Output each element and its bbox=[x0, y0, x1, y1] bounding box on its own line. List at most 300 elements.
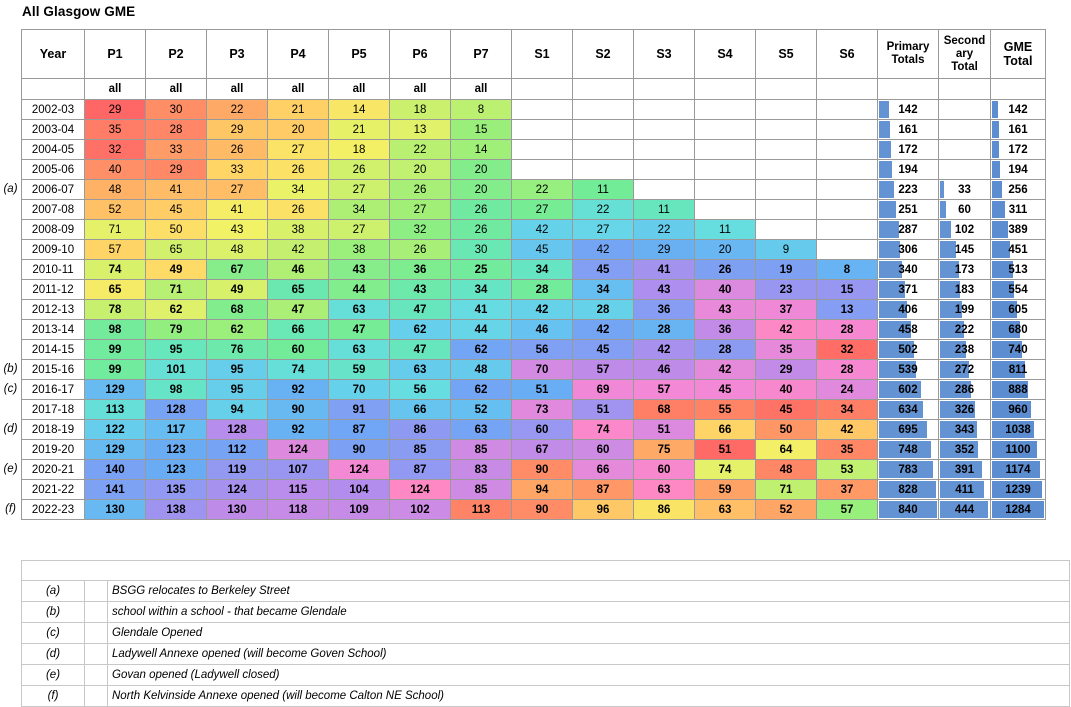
cell-value: 48 bbox=[85, 180, 146, 200]
primary-total-cell: 142 bbox=[878, 100, 939, 120]
cell-empty bbox=[695, 180, 756, 200]
cell-empty bbox=[817, 120, 878, 140]
row-year: 2016-17 bbox=[22, 380, 85, 400]
cell-empty bbox=[573, 140, 634, 160]
table-row bbox=[22, 360, 1046, 380]
cell-value: 68 bbox=[634, 400, 695, 420]
cell-value: 30 bbox=[146, 100, 207, 120]
cell-value: 48 bbox=[756, 460, 817, 480]
cell-value: 50 bbox=[146, 220, 207, 240]
cell-value: 102 bbox=[390, 500, 451, 520]
table-row bbox=[22, 480, 1046, 500]
table-row bbox=[22, 380, 1046, 400]
cell-value: 55 bbox=[695, 400, 756, 420]
cell-value: 74 bbox=[695, 460, 756, 480]
gme-total-bar bbox=[992, 221, 1008, 238]
secondary-total-cell: 33 bbox=[939, 180, 991, 200]
secondary-total-cell: 145 bbox=[939, 240, 991, 260]
cell-empty bbox=[695, 140, 756, 160]
primary-total-cell: 406 bbox=[878, 300, 939, 320]
cell-value: 14 bbox=[451, 140, 512, 160]
cell-value: 27 bbox=[573, 220, 634, 240]
cell-value: 128 bbox=[146, 400, 207, 420]
cell-value: 67 bbox=[512, 440, 573, 460]
page-title: All Glasgow GME bbox=[22, 4, 136, 19]
row-note-letter: (d) bbox=[3, 423, 18, 435]
gme-total-cell: 389 bbox=[991, 220, 1046, 240]
secondary-total-cell: 60 bbox=[939, 200, 991, 220]
cell-empty bbox=[817, 200, 878, 220]
row-year: 2002-03 bbox=[22, 100, 85, 120]
subheader-blank bbox=[512, 79, 573, 100]
primary-total-bar bbox=[879, 201, 896, 218]
cell-value: 21 bbox=[268, 100, 329, 120]
row-year: 2017-18 bbox=[22, 400, 85, 420]
cell-empty bbox=[756, 160, 817, 180]
cell-value: 32 bbox=[85, 140, 146, 160]
cell-value: 46 bbox=[634, 360, 695, 380]
cell-value: 19 bbox=[756, 260, 817, 280]
gme-total-bar bbox=[992, 201, 1005, 218]
cell-value: 38 bbox=[268, 220, 329, 240]
cell-value: 26 bbox=[329, 160, 390, 180]
secondary-total-empty bbox=[939, 120, 991, 140]
cell-value: 57 bbox=[573, 360, 634, 380]
cell-value: 95 bbox=[207, 360, 268, 380]
cell-value: 74 bbox=[85, 260, 146, 280]
cell-value: 9 bbox=[756, 240, 817, 260]
footnote-label: (a) bbox=[22, 581, 85, 602]
cell-value: 95 bbox=[146, 340, 207, 360]
footnote-label: (c) bbox=[22, 623, 85, 644]
cell-empty bbox=[573, 120, 634, 140]
cell-value: 59 bbox=[695, 480, 756, 500]
cell-empty bbox=[512, 120, 573, 140]
secondary-total-bar bbox=[940, 201, 946, 218]
footnote-row bbox=[22, 581, 1070, 602]
cell-value: 86 bbox=[634, 500, 695, 520]
row-year: 2009-10 bbox=[22, 240, 85, 260]
row-note-letter: (a) bbox=[3, 183, 18, 195]
cell-empty bbox=[817, 220, 878, 240]
subheader-blank bbox=[22, 79, 85, 100]
secondary-total-cell: 286 bbox=[939, 380, 991, 400]
cell-value: 27 bbox=[512, 200, 573, 220]
cell-value: 45 bbox=[573, 340, 634, 360]
cell-value: 43 bbox=[390, 280, 451, 300]
cell-value: 44 bbox=[451, 320, 512, 340]
column-header-s4: S4 bbox=[695, 30, 756, 79]
table-row bbox=[22, 180, 1046, 200]
cell-value: 140 bbox=[85, 460, 146, 480]
subheader-blank bbox=[634, 79, 695, 100]
cell-value: 117 bbox=[146, 420, 207, 440]
cell-value: 118 bbox=[268, 500, 329, 520]
cell-value: 135 bbox=[146, 480, 207, 500]
primary-total-bar bbox=[879, 141, 891, 158]
column-header-p2: P2 bbox=[146, 30, 207, 79]
column-header-p3: P3 bbox=[207, 30, 268, 79]
cell-value: 32 bbox=[817, 340, 878, 360]
subheader-blank bbox=[939, 79, 991, 100]
cell-value: 29 bbox=[207, 120, 268, 140]
cell-value: 65 bbox=[85, 280, 146, 300]
subheader-blank bbox=[817, 79, 878, 100]
cell-value: 94 bbox=[207, 400, 268, 420]
footnotes-table bbox=[21, 560, 1070, 707]
subheader-all-p1: all bbox=[85, 79, 146, 100]
cell-value: 63 bbox=[451, 420, 512, 440]
cell-value: 15 bbox=[451, 120, 512, 140]
cell-empty bbox=[634, 180, 695, 200]
row-note-letter: (e) bbox=[3, 463, 18, 475]
cell-value: 22 bbox=[634, 220, 695, 240]
footnote-label: (d) bbox=[22, 644, 85, 665]
cell-value: 47 bbox=[268, 300, 329, 320]
gme-total-cell: 605 bbox=[991, 300, 1046, 320]
primary-total-cell: 161 bbox=[878, 120, 939, 140]
cell-value: 75 bbox=[634, 440, 695, 460]
primary-total-cell: 306 bbox=[878, 240, 939, 260]
cell-value: 22 bbox=[573, 200, 634, 220]
cell-value: 62 bbox=[451, 380, 512, 400]
footnote-text: Govan opened (Ladywell closed) bbox=[108, 665, 1070, 686]
column-header-s2: S2 bbox=[573, 30, 634, 79]
footnote-label: (b) bbox=[22, 602, 85, 623]
cell-value: 43 bbox=[634, 280, 695, 300]
footnote-text: school within a school - that became Glendale bbox=[108, 602, 1070, 623]
cell-value: 42 bbox=[817, 420, 878, 440]
secondary-total-bar bbox=[940, 181, 944, 198]
column-header-gme-total: GME Total bbox=[991, 30, 1046, 79]
gme-total-cell: 811 bbox=[991, 360, 1046, 380]
cell-empty bbox=[756, 140, 817, 160]
gme-total-cell: 1284 bbox=[991, 500, 1046, 520]
secondary-total-cell: 326 bbox=[939, 400, 991, 420]
row-year: 2003-04 bbox=[22, 120, 85, 140]
cell-value: 24 bbox=[817, 380, 878, 400]
cell-value: 56 bbox=[390, 380, 451, 400]
cell-empty bbox=[512, 160, 573, 180]
primary-total-cell: 251 bbox=[878, 200, 939, 220]
cell-value: 38 bbox=[329, 240, 390, 260]
table-row bbox=[22, 260, 1046, 280]
cell-value: 90 bbox=[512, 500, 573, 520]
cell-empty bbox=[573, 160, 634, 180]
cell-value: 53 bbox=[817, 460, 878, 480]
cell-value: 76 bbox=[207, 340, 268, 360]
secondary-total-cell: 173 bbox=[939, 260, 991, 280]
cell-value: 99 bbox=[85, 340, 146, 360]
secondary-total-cell: 352 bbox=[939, 440, 991, 460]
row-year: 2004-05 bbox=[22, 140, 85, 160]
row-year: 2018-19 bbox=[22, 420, 85, 440]
cell-value: 26 bbox=[207, 140, 268, 160]
cell-value: 26 bbox=[268, 160, 329, 180]
footnote-label: (e) bbox=[22, 665, 85, 686]
cell-value: 47 bbox=[390, 340, 451, 360]
cell-value: 47 bbox=[329, 320, 390, 340]
primary-total-cell: 223 bbox=[878, 180, 939, 200]
cell-value: 26 bbox=[390, 240, 451, 260]
row-note-letter: (b) bbox=[3, 363, 18, 375]
table-row bbox=[22, 140, 1046, 160]
footnote-label: (f) bbox=[22, 686, 85, 707]
cell-value: 71 bbox=[756, 480, 817, 500]
primary-total-cell: 371 bbox=[878, 280, 939, 300]
gme-total-cell: 888 bbox=[991, 380, 1046, 400]
cell-value: 26 bbox=[390, 180, 451, 200]
cell-value: 45 bbox=[512, 240, 573, 260]
cell-value: 59 bbox=[329, 360, 390, 380]
column-header-s1: S1 bbox=[512, 30, 573, 79]
column-header-p4: P4 bbox=[268, 30, 329, 79]
cell-value: 138 bbox=[146, 500, 207, 520]
cell-value: 28 bbox=[146, 120, 207, 140]
cell-value: 20 bbox=[451, 180, 512, 200]
cell-value: 29 bbox=[756, 360, 817, 380]
gme-total-cell: 451 bbox=[991, 240, 1046, 260]
primary-total-cell: 634 bbox=[878, 400, 939, 420]
cell-empty bbox=[634, 120, 695, 140]
cell-value: 66 bbox=[573, 460, 634, 480]
cell-value: 36 bbox=[695, 320, 756, 340]
gme-total-cell: 1174 bbox=[991, 460, 1046, 480]
table-body bbox=[22, 100, 1046, 520]
cell-value: 86 bbox=[390, 420, 451, 440]
gme-total-cell: 513 bbox=[991, 260, 1046, 280]
cell-value: 27 bbox=[329, 220, 390, 240]
primary-total-bar bbox=[879, 241, 900, 258]
cell-value: 51 bbox=[573, 400, 634, 420]
cell-value: 52 bbox=[451, 400, 512, 420]
enrolment-table bbox=[21, 29, 1046, 520]
gme-total-cell: 311 bbox=[991, 200, 1046, 220]
cell-value: 60 bbox=[268, 340, 329, 360]
cell-value: 123 bbox=[146, 460, 207, 480]
gme-total-bar bbox=[992, 181, 1002, 198]
cell-value: 22 bbox=[512, 180, 573, 200]
cell-value: 51 bbox=[634, 420, 695, 440]
cell-value: 45 bbox=[756, 400, 817, 420]
footnote-text: Glendale Opened bbox=[108, 623, 1070, 644]
primary-total-cell: 602 bbox=[878, 380, 939, 400]
cell-empty bbox=[756, 200, 817, 220]
cell-value: 29 bbox=[85, 100, 146, 120]
cell-value: 28 bbox=[695, 340, 756, 360]
row-year: 2019-20 bbox=[22, 440, 85, 460]
cell-value: 60 bbox=[634, 460, 695, 480]
secondary-total-cell: 222 bbox=[939, 320, 991, 340]
cell-value: 11 bbox=[634, 200, 695, 220]
cell-value: 20 bbox=[390, 160, 451, 180]
cell-empty bbox=[512, 140, 573, 160]
table-row bbox=[22, 340, 1046, 360]
gme-total-cell: 960 bbox=[991, 400, 1046, 420]
cell-value: 90 bbox=[329, 440, 390, 460]
cell-value: 27 bbox=[329, 180, 390, 200]
cell-value: 129 bbox=[85, 380, 146, 400]
cell-value: 66 bbox=[268, 320, 329, 340]
gme-total-bar bbox=[992, 121, 999, 138]
table-row bbox=[22, 400, 1046, 420]
footnote-gap bbox=[85, 686, 108, 707]
cell-value: 96 bbox=[573, 500, 634, 520]
column-header-p1: P1 bbox=[85, 30, 146, 79]
column-header-p5: P5 bbox=[329, 30, 390, 79]
cell-value: 20 bbox=[451, 160, 512, 180]
subheader-all-p4: all bbox=[268, 79, 329, 100]
table-row bbox=[22, 280, 1046, 300]
subheader-blank bbox=[695, 79, 756, 100]
column-header-primary-totals: Primary Totals bbox=[878, 30, 939, 79]
cell-value: 35 bbox=[817, 440, 878, 460]
cell-value: 18 bbox=[390, 100, 451, 120]
cell-value: 42 bbox=[573, 240, 634, 260]
secondary-total-cell: 444 bbox=[939, 500, 991, 520]
cell-value: 63 bbox=[329, 340, 390, 360]
subheader-blank bbox=[756, 79, 817, 100]
row-year: 2006-07 bbox=[22, 180, 85, 200]
cell-value: 123 bbox=[146, 440, 207, 460]
gme-total-bar bbox=[992, 161, 1000, 178]
cell-value: 43 bbox=[207, 220, 268, 240]
cell-empty bbox=[756, 220, 817, 240]
cell-value: 44 bbox=[329, 280, 390, 300]
cell-empty bbox=[756, 120, 817, 140]
cell-value: 27 bbox=[268, 140, 329, 160]
cell-value: 35 bbox=[756, 340, 817, 360]
cell-value: 62 bbox=[451, 340, 512, 360]
cell-value: 92 bbox=[268, 420, 329, 440]
cell-value: 99 bbox=[85, 360, 146, 380]
cell-value: 28 bbox=[512, 280, 573, 300]
cell-value: 22 bbox=[390, 140, 451, 160]
cell-value: 66 bbox=[390, 400, 451, 420]
row-year: 2013-14 bbox=[22, 320, 85, 340]
cell-value: 30 bbox=[451, 240, 512, 260]
subheader-all-p2: all bbox=[146, 79, 207, 100]
column-header-p6: P6 bbox=[390, 30, 451, 79]
cell-value: 56 bbox=[512, 340, 573, 360]
table-row bbox=[22, 120, 1046, 140]
cell-value: 26 bbox=[268, 200, 329, 220]
cell-value: 124 bbox=[390, 480, 451, 500]
cell-value: 25 bbox=[451, 260, 512, 280]
primary-total-bar bbox=[879, 121, 890, 138]
cell-empty bbox=[695, 120, 756, 140]
cell-value: 52 bbox=[756, 500, 817, 520]
cell-value: 95 bbox=[207, 380, 268, 400]
subheader-blank bbox=[573, 79, 634, 100]
cell-value: 40 bbox=[695, 280, 756, 300]
cell-value: 26 bbox=[451, 200, 512, 220]
cell-value: 27 bbox=[390, 200, 451, 220]
gme-total-cell: 1038 bbox=[991, 420, 1046, 440]
footnote-gap bbox=[85, 602, 108, 623]
primary-total-cell: 539 bbox=[878, 360, 939, 380]
cell-value: 50 bbox=[756, 420, 817, 440]
cell-value: 15 bbox=[817, 280, 878, 300]
cell-value: 8 bbox=[451, 100, 512, 120]
cell-empty bbox=[817, 160, 878, 180]
table-row bbox=[22, 160, 1046, 180]
cell-value: 42 bbox=[695, 360, 756, 380]
cell-value: 46 bbox=[512, 320, 573, 340]
gme-total-cell: 172 bbox=[991, 140, 1046, 160]
cell-value: 47 bbox=[390, 300, 451, 320]
cell-value: 29 bbox=[146, 160, 207, 180]
subheader-all-p6: all bbox=[390, 79, 451, 100]
gme-total-cell: 256 bbox=[991, 180, 1046, 200]
cell-value: 42 bbox=[573, 320, 634, 340]
footnote-text: Ladywell Annexe opened (will become Goven School) bbox=[108, 644, 1070, 665]
footnote-gap bbox=[85, 581, 108, 602]
cell-value: 128 bbox=[207, 420, 268, 440]
cell-value: 51 bbox=[695, 440, 756, 460]
cell-value: 13 bbox=[817, 300, 878, 320]
gme-total-cell: 680 bbox=[991, 320, 1046, 340]
table-row bbox=[22, 500, 1046, 520]
cell-empty bbox=[756, 100, 817, 120]
cell-value: 49 bbox=[146, 260, 207, 280]
cell-value: 87 bbox=[573, 480, 634, 500]
cell-value: 63 bbox=[329, 300, 390, 320]
cell-value: 34 bbox=[329, 200, 390, 220]
row-year: 2020-21 bbox=[22, 460, 85, 480]
cell-value: 91 bbox=[329, 400, 390, 420]
row-year: 2005-06 bbox=[22, 160, 85, 180]
cell-value: 85 bbox=[451, 440, 512, 460]
secondary-total-cell: 411 bbox=[939, 480, 991, 500]
cell-value: 122 bbox=[85, 420, 146, 440]
cell-value: 62 bbox=[390, 320, 451, 340]
cell-value: 22 bbox=[207, 100, 268, 120]
cell-value: 40 bbox=[756, 380, 817, 400]
gme-total-bar bbox=[992, 141, 999, 158]
cell-value: 68 bbox=[207, 300, 268, 320]
row-year: 2011-12 bbox=[22, 280, 85, 300]
cell-value: 37 bbox=[817, 480, 878, 500]
subheader-all-p5: all bbox=[329, 79, 390, 100]
cell-value: 63 bbox=[695, 500, 756, 520]
cell-value: 57 bbox=[634, 380, 695, 400]
cell-value: 37 bbox=[756, 300, 817, 320]
cell-value: 63 bbox=[390, 360, 451, 380]
cell-value: 34 bbox=[268, 180, 329, 200]
cell-value: 42 bbox=[512, 220, 573, 240]
subheader-all-p3: all bbox=[207, 79, 268, 100]
column-header-s5: S5 bbox=[756, 30, 817, 79]
data-table-container bbox=[21, 29, 1046, 520]
primary-total-cell: 748 bbox=[878, 440, 939, 460]
table-subheader-row bbox=[22, 79, 1046, 100]
column-header-s6: S6 bbox=[817, 30, 878, 79]
row-year: 2022-23 bbox=[22, 500, 85, 520]
cell-value: 42 bbox=[634, 340, 695, 360]
cell-value: 42 bbox=[268, 240, 329, 260]
primary-total-cell: 783 bbox=[878, 460, 939, 480]
cell-empty bbox=[573, 100, 634, 120]
cell-value: 32 bbox=[390, 220, 451, 240]
cell-value: 73 bbox=[512, 400, 573, 420]
cell-value: 42 bbox=[756, 320, 817, 340]
primary-total-bar bbox=[879, 161, 892, 178]
cell-value: 40 bbox=[85, 160, 146, 180]
footnote-row bbox=[22, 623, 1070, 644]
secondary-total-empty bbox=[939, 160, 991, 180]
table-row bbox=[22, 220, 1046, 240]
